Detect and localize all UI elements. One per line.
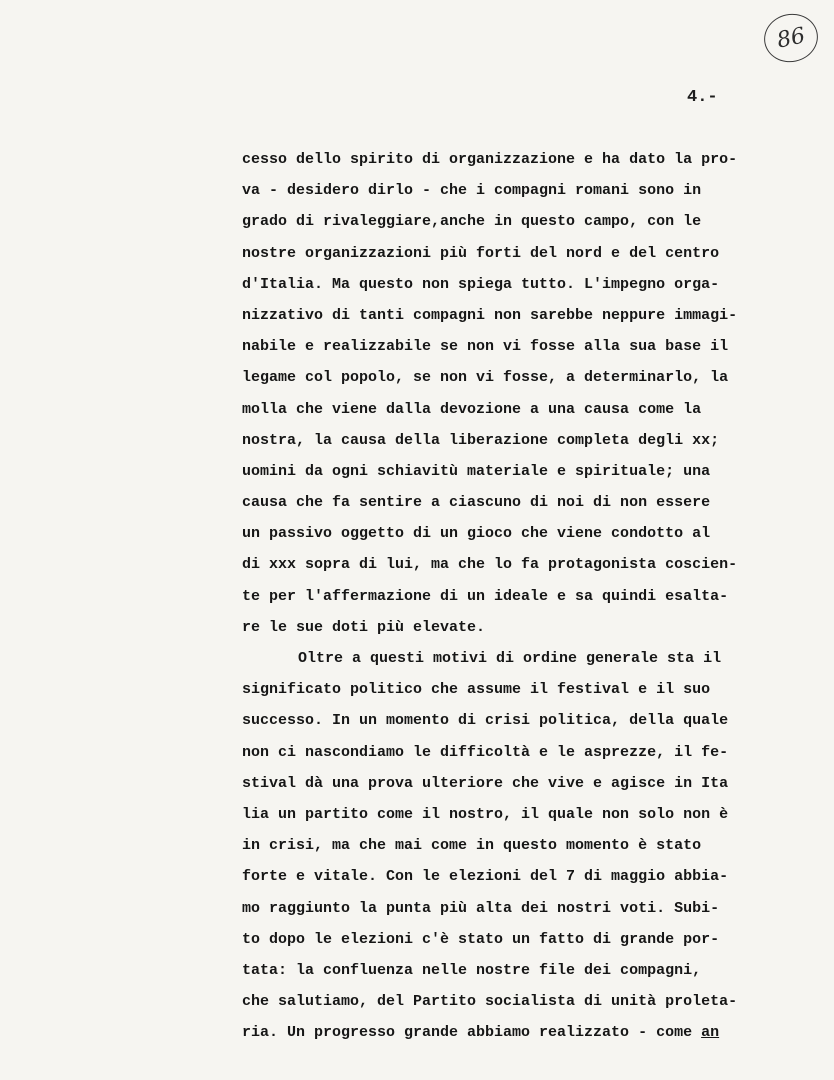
text-line — [242, 549, 802, 580]
text-line-content: grado di rivaleggiare,anche in questo campo, con le — [242, 213, 702, 231]
text-line-content: tata: la confluenza nelle nostre file dei compagni, — [242, 961, 702, 979]
text-line-content: nizzativo di tanti compagni non sarebbe neppure immagi- — [242, 306, 738, 324]
archive-number-stamp: 86 — [760, 9, 823, 67]
text-line-content: re le sue doti più elevate. — [242, 618, 486, 636]
text-line-content: di xxx sopra di lui, ma che lo fa protagonista coscien- — [242, 556, 738, 574]
text-line — [242, 612, 802, 643]
text-line-content: uomini da ogni schiavitù materiale e spirituale; una — [242, 462, 711, 480]
text-line — [242, 238, 802, 269]
text-line — [242, 144, 802, 175]
text-line — [242, 362, 802, 393]
text-line-content: in crisi, ma che mai come in questo momento è stato — [242, 837, 702, 855]
text-line — [242, 986, 802, 1017]
text-line-content: Oltre a questi motivi di ordine generale sta il — [298, 650, 722, 667]
text-line — [242, 737, 802, 768]
page-number: 4.- — [687, 88, 718, 107]
text-line — [242, 768, 802, 799]
typewritten-body — [242, 144, 802, 1048]
text-line — [242, 674, 802, 705]
text-line — [242, 456, 802, 487]
text-line-content: significato politico che assume il festival e il suo — [242, 681, 711, 699]
text-line — [242, 175, 802, 206]
text-line — [242, 893, 802, 924]
text-line — [242, 518, 802, 549]
text-line-content: cesso dello spirito di organizzazione e ha dato la pro- — [242, 151, 738, 168]
text-line-content: non ci nascondiamo le difficoltà e le asprezze, il fe- — [242, 743, 729, 761]
text-line — [242, 924, 802, 955]
text-line-content: nabile e realizzabile se non vi fosse alla sua base il — [242, 338, 729, 356]
text-line — [242, 581, 802, 612]
text-line — [242, 861, 802, 892]
text-line — [242, 331, 802, 362]
underlined-word: an — [701, 1024, 720, 1042]
text-line-content: ria. Un progresso grande abbiamo realizzato - come — [242, 1024, 693, 1042]
text-line-content: nostre organizzazioni più forti del nord e del centro — [242, 244, 720, 262]
text-line-content: va - desidero dirlo - che i compagni romani sono in — [242, 182, 702, 200]
text-line — [242, 269, 802, 300]
text-line-content: legame col popolo, se non vi fosse, a determinarlo, la — [242, 369, 729, 387]
text-line — [242, 394, 802, 425]
text-line — [242, 425, 802, 456]
text-line-content: lia un partito come il nostro, il quale non solo non è — [242, 805, 729, 823]
text-line — [242, 830, 802, 861]
text-line-content: forte e vitale. Con le elezioni del 7 di maggio abbia- — [242, 868, 729, 886]
text-line-content: un passivo oggetto di un gioco che viene condotto al — [242, 525, 711, 543]
text-line-content: stival dà una prova ulteriore che vive e agisce in Ita — [242, 774, 729, 792]
text-line — [242, 799, 802, 830]
text-line — [242, 300, 802, 331]
text-line-content: te per l'affermazione di un ideale e sa quindi esalta- — [242, 587, 729, 605]
text-line — [242, 705, 802, 736]
text-line-content: d'Italia. Ma questo non spiega tutto. L'impegno orga- — [242, 275, 720, 293]
text-line-content: mo raggiunto la punta più alta dei nostri voti. Subi- — [242, 899, 720, 917]
text-line-content: to dopo le elezioni c'è stato un fatto di grande por- — [242, 930, 720, 948]
text-line — [242, 955, 802, 986]
text-line — [242, 643, 802, 674]
text-line-content: che salutiamo, del Partito socialista di unità proleta- — [242, 993, 738, 1011]
text-line — [242, 206, 802, 237]
text-line-content: causa che fa sentire a ciascuno di noi di non essere — [242, 494, 711, 512]
text-line-content: molla che viene dalla devozione a una causa come la — [242, 400, 702, 418]
text-line — [242, 1017, 802, 1048]
text-line-content: nostra, la causa della liberazione completa degli xx; — [242, 431, 720, 449]
text-line-content: successo. In un momento di crisi politica, della quale — [242, 712, 729, 730]
text-line — [242, 487, 802, 518]
